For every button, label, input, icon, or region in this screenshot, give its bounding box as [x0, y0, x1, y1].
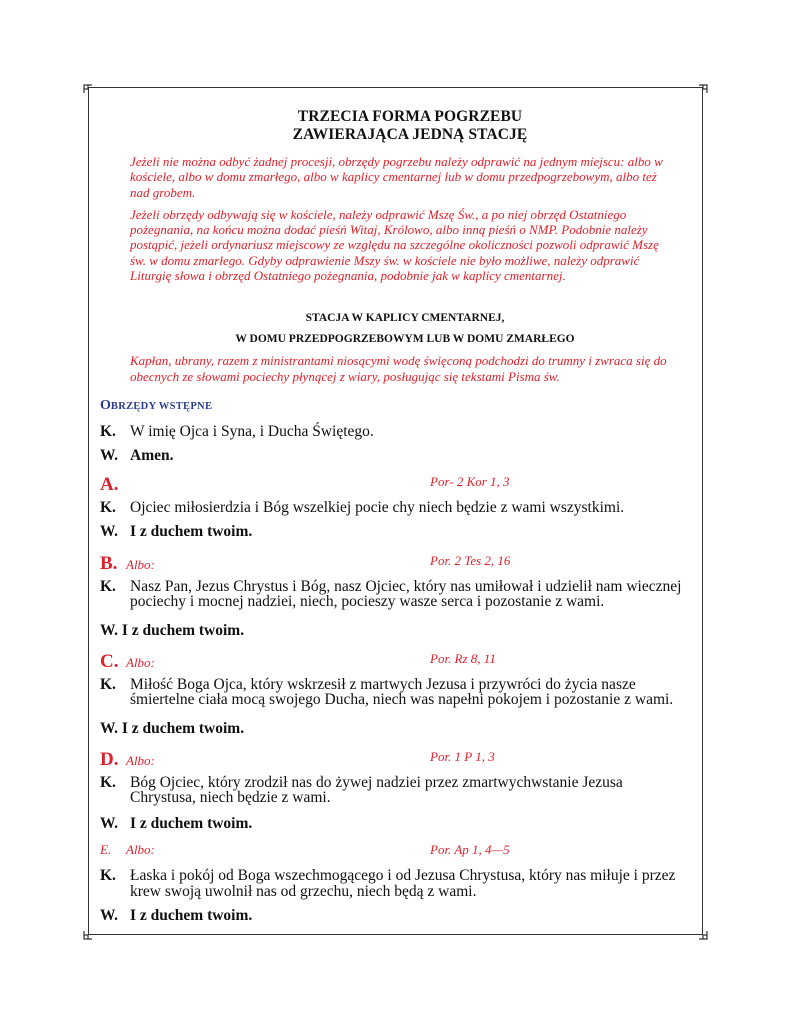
variant-b-k: [100, 579, 690, 610]
rubric-intro: Jeżeli nie można odbyć żadnej procesji, obrzędy pogrzebu należy odprawić na jednym miejscu: albo w kościele, albo w domu zmarłego, albo w kaplicy cmentarnej lub w domu przedpogrzebowym, albo też nad grobem.: [130, 154, 663, 200]
scripture-reference: Por. Rz 8, 11: [430, 650, 496, 666]
corner-ornament-bottom-right: [698, 930, 707, 939]
variant-letter: B.: [100, 552, 118, 574]
albo-label: Albo:: [126, 556, 155, 572]
speaker-label: K.: [100, 675, 116, 693]
scripture-reference: Por. 2 Tes 2, 16: [430, 552, 511, 568]
rubric-church: Jeżeli obrzędy odbywają się w kościele, należy odprawić Mszę Św., a po niej obrzęd Ostatniego pożegnania, na końcu można dodać pieśń Witaj, Królowo, albo inną pieśń o NMP. Podobnie należy postąpić, jeżeli ordynariusz miejscowy ze względu na szczególne okoliczności pozwoli odprawić Mszę św. w domu zmarłego. Gdyby odprawienie Mszy św. w kościele nie było możliwe, należy odprawić Liturgię słowa i obrzęd Ostatniego pożegnania, podobnie jak w kaplicy cmentarnej.: [130, 206, 659, 284]
corner-ornament-top-left: [83, 84, 92, 93]
station-heading: [100, 311, 690, 346]
intro-line: [100, 448, 690, 464]
variant-d-k: [100, 775, 690, 806]
albo-label: Albo:: [126, 654, 155, 670]
speaker-label: K.: [100, 422, 116, 440]
section-initial: O: [100, 397, 111, 413]
speaker-label: W.: [100, 907, 118, 925]
dialogue-text: Nasz Pan, Jezus Chrystus i Bóg, nasz Ojciec, który nas umiłował i udzielił nam wiecznej pociechy i mocnej nadziei, niech, pocieszy wasze serca i pozostanie z wami.: [130, 577, 682, 611]
speaker-label: W.: [100, 523, 118, 541]
station-line-2: W DOMU PRZEDPOGRZEBOWYM LUB W DOMU ZMARŁEGO: [235, 333, 575, 346]
title-line-1: TRZECIA FORMA POGRZEBU: [297, 108, 523, 125]
section-rest: BRZĘDY WSTĘPNE: [110, 400, 213, 412]
variant-a-w: [100, 524, 690, 540]
dialogue-text: I z duchem twoim.: [130, 523, 253, 541]
variant-e-k: [100, 868, 690, 899]
dialogue-text: Łaska i pokój od Boga wszechmogącego i od Jezusa Chrystusa, który nas miłuje i przez krew swoją uwolnił nas od grzechu, niech będą z wami.: [130, 867, 676, 900]
speaker-label: K.: [100, 773, 116, 791]
speaker-label: W.: [100, 447, 118, 465]
dialogue-text: Bóg Ojciec, który zrodził nas do żywej nadziei przez zmartwychwstanie Jezusa Chrystusa, niech będzie z wami.: [130, 773, 623, 807]
variant-e-w: [100, 908, 690, 924]
speaker-label: W.: [100, 814, 118, 832]
variant-a-header: [100, 473, 690, 495]
variant-e-header: [100, 842, 690, 860]
title-line-2: ZAWIERAJĄCA JEDNĄ STACJĘ: [292, 126, 528, 143]
dialogue-text: Amen.: [130, 447, 174, 465]
page-content: [100, 108, 690, 924]
rubric-priest: Kapłan, ubrany, razem z ministrantami niosącymi wodę święconą podchodzi do trumny i zwraca się do obecnych ze słowami pociechy płynącej z wiary, posługując się tekstami Pisma św.: [130, 353, 667, 384]
albo-label: Albo:: [126, 842, 155, 858]
variant-letter: E.: [100, 842, 112, 858]
albo-label: Albo:: [126, 752, 155, 768]
variant-d-w: [100, 816, 690, 832]
speaker-label: K.: [100, 498, 116, 516]
page-title: [100, 108, 690, 144]
variant-b-w: W. I z duchem twoim.: [100, 621, 245, 639]
variant-c-w: W. I z duchem twoim.: [100, 719, 245, 737]
variant-d-header: [100, 748, 690, 770]
station-line-1: STACJA W KAPLICY CMENTARNEJ,: [305, 312, 505, 325]
corner-ornament-bottom-left: [83, 930, 92, 939]
scripture-reference: Por. 1 P 1, 3: [430, 748, 495, 764]
corner-ornament-top-right: [698, 84, 707, 93]
scripture-reference: Por. Ap 1, 4—5: [430, 842, 510, 858]
dialogue-text: I z duchem twoim.: [130, 814, 253, 832]
variant-letter: A.: [100, 473, 119, 495]
speaker-label: K.: [100, 577, 116, 595]
section-heading: [100, 398, 690, 414]
scripture-reference: Por- 2 Kor 1, 3: [430, 473, 510, 489]
intro-line: [100, 424, 690, 440]
dialogue-text: Ojciec miłosierdzia i Bóg wszelkiej pocie chy niech będzie z wami wszystkimi.: [130, 498, 625, 516]
variant-letter: C.: [100, 650, 119, 672]
variant-a-k: [100, 500, 690, 516]
dialogue-text: I z duchem twoim.: [130, 907, 253, 925]
dialogue-text: Miłość Boga Ojca, który wskrzesił z martwych Jezusa i przywróci do życia nasze śmiertelne ciała mocą swojego Ducha, niech was napełni pokojem i pozostanie z wami.: [130, 675, 674, 709]
variant-b-header: [100, 552, 690, 574]
speaker-label: K.: [100, 867, 116, 885]
variant-c-k: [100, 677, 690, 708]
variant-c-header: [100, 650, 690, 672]
variant-letter: D.: [100, 748, 119, 770]
dialogue-text: W imię Ojca i Syna, i Ducha Świętego.: [130, 422, 374, 440]
